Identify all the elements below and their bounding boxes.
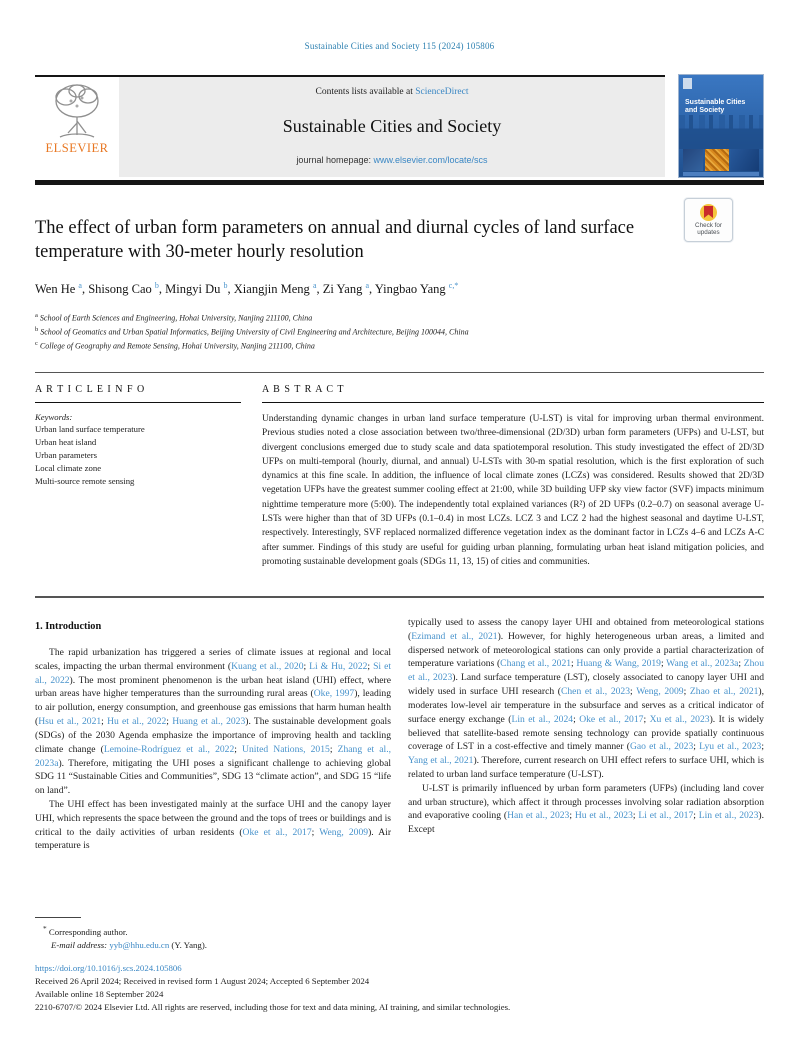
paragraph-text: ), moderates low-level air temperature in the subsurface and serves as a critical indicator of surface energy exchange ( <box>408 686 765 725</box>
citation-link[interactable]: United Nations, 2015 <box>242 743 330 755</box>
author[interactable]: Wen He $^a$ , <box>35 282 88 296</box>
paragraph-text: ; <box>738 658 744 670</box>
intro-paragraph <box>35 646 391 798</box>
cover-image-strip <box>683 149 759 171</box>
citation-link[interactable]: Gao et al., 2023 <box>629 741 694 753</box>
citation-link[interactable]: Lemoine-Rodríguez et al., 2022 <box>103 743 235 755</box>
check-for-updates-badge[interactable] <box>684 198 733 242</box>
elsevier-wordmark: ELSEVIER <box>45 141 109 155</box>
section-bottom-rule <box>35 596 764 598</box>
citation-link[interactable]: Chen et al., 2023 <box>560 686 631 698</box>
keywords-label: Keywords: <box>35 412 73 422</box>
citation-link[interactable]: Yang et al., 2021 <box>408 755 474 767</box>
paragraph-text: ). However, for highly heterogeneous urban areas, a limited and dispersed network of meteorological stations can only provide a partial characterization of temperature variations ( <box>408 630 764 670</box>
intro-paragraph <box>408 616 764 782</box>
article-info-heading: A R T I C L E I N F O <box>35 384 146 395</box>
email-suffix: (Y. Yang). <box>171 940 207 951</box>
abstract-heading: A B S T R A C T <box>262 384 345 395</box>
article-info-column <box>35 384 241 488</box>
author-affil-sup[interactable]: b <box>223 281 228 290</box>
paragraph-text: ; <box>367 660 374 672</box>
copyright-line: 2210-6707/© 2024 Elsevier Ltd. All rights are reserved, including those for text and data mining, AI training, and similar technologies. <box>35 1002 511 1012</box>
abstract-rule <box>262 402 764 403</box>
paragraph-text: ; <box>573 713 580 725</box>
journal-homepage-link[interactable]: www.elsevier.com/locate/scs <box>373 155 488 165</box>
cover-footer-band <box>683 172 759 176</box>
body-column-right <box>408 616 764 837</box>
citation-link[interactable]: Oke, 1997 <box>313 688 355 700</box>
body-column-left <box>35 646 391 853</box>
affiliation: $^b$ School of Geomatics and Urban Spatial Informatics, Beijing University of Civil Engineering and Architecture, Beijing 100044, China <box>35 326 469 337</box>
citation-link[interactable]: Lyu et al., 2023 <box>699 741 762 753</box>
abstract-column <box>262 384 764 569</box>
paragraph-text: ; <box>630 686 637 698</box>
cover-strip-image-3 <box>731 149 759 171</box>
cover-strip-image-2 <box>705 149 729 171</box>
author-list <box>35 281 735 297</box>
citation-link[interactable]: Li et al., 2017 <box>638 810 694 822</box>
footnote-line2 <box>51 939 395 952</box>
masthead-main <box>35 75 665 177</box>
paragraph-text: The UHI effect has been investigated mainly at the surface UHI and the canopy layer UHI, which represents the space between the ground and the tops of trees or buildings and is critical to the daily activities of urban residents ( <box>35 798 391 838</box>
keyword: Multi-source remote sensing <box>35 476 135 487</box>
citation-link[interactable]: Huang & Wang, 2019 <box>576 658 661 670</box>
sciencedirect-link[interactable]: ScienceDirect <box>415 87 469 97</box>
citation-link[interactable]: Kuang et al., 2020 <box>231 660 304 672</box>
available-online: Available online 18 September 2024 <box>35 989 164 999</box>
corresponding-author-footnote <box>35 924 395 952</box>
author-affil-sup[interactable]: a <box>312 281 317 290</box>
cover-skyline-art <box>679 115 763 149</box>
keyword: Urban heat island <box>35 437 97 448</box>
paragraph-text: ). Therefore, current research on UHI effect refers to surface UHI, which is related to urban land surface temperature (U-LST). <box>408 755 764 780</box>
paragraph-text: ; <box>311 826 320 838</box>
paragraph-text: ; <box>693 741 700 753</box>
paragraph-text: ; <box>234 743 243 755</box>
paragraph-text: U-LST is primarily influenced by urban form parameters (UFPs) (including land cover and urban structure), which affect it through processes involving solar radiation absorption and evaporative cooling ( <box>408 782 764 822</box>
paragraph-text: ; <box>303 660 310 672</box>
received-dates: Received 26 April 2024; Received in revised form 1 August 2024; Accepted 6 September 2024 <box>35 976 370 986</box>
citation-link[interactable]: Si et al., 2022 <box>35 660 391 686</box>
cover-publisher-mark <box>683 78 692 89</box>
masthead <box>35 75 764 177</box>
homepage-line <box>296 155 487 165</box>
footnote-marker: * <box>43 924 47 933</box>
paragraph-text: ). Land surface temperature (LST), closely associated to canopy layer UHI and widely used in surface UHI research ( <box>408 672 764 698</box>
elsevier-tree-icon <box>48 81 106 143</box>
section-top-rule <box>35 372 764 373</box>
citation-link[interactable]: Wang et al., 2023a <box>666 658 739 670</box>
citation-link[interactable]: Weng, 2009 <box>636 686 684 698</box>
citation-link[interactable]: Zhou et al., 2023 <box>408 658 764 684</box>
citation-link[interactable]: Hu et al., 2023 <box>574 810 633 822</box>
paragraph-text: ). Air temperature is <box>35 826 392 852</box>
article-info-rule <box>35 402 241 403</box>
paragraph-text: ; <box>693 810 699 822</box>
author-affil-sup[interactable]: c,* <box>448 281 459 290</box>
affiliation: $^c$ College of Geography and Remote Sensing, Hohai University, Nanjing 211100, China <box>35 340 315 351</box>
keyword: Urban land surface temperature <box>35 424 145 434</box>
author[interactable]: Xiangjin Meng $^a$ , <box>234 282 323 296</box>
paragraph-text: ; <box>166 716 173 728</box>
abstract-text: Understanding dynamic changes in urban land surface temperature (U-LST) is vital for improving urban thermal environment. Previous studies noted a close association between two/three-dimensional (2D/3D) urban form parameters (UFPs) and U-LST, but divergent conclusions emerged due to study scale and data spatiotemporal resolution. This study investigated the effect of 2D/3D UFPs on multi-temporal (hourly, diurnal, and annual) U-LSTs with 30-m spatial resolution, which is the first exploration of such dynamics at this fine scale. In addition, the influence of local climate zones (LCZs) was considered. Results showed that 2D/3D vegetation UFPs have the greatest summer cooling effect at 21:00, while 3D building UFP sky view factor (SVF) impacts minimum nighttime temperature more (5:00). The independently total explained variances (R²) of 2D UFPs (0.2–0.7) on seasonal average U-LSTs were higher than that of 3D UFPs (0.1–0.4) in most LCZs. LCZ 3 and LCZ 2 had the highest seasonal and daytime U-LST, respectively. Interestingly, SVF replaced normalized difference vegetation index as the dominant factor in LCZs 4–6 and LCZs A-C after summer. Findings of this study are useful for guiding urban planning, formulating urban heat island mitigation policies, and promoting sustainable development goals (SDGs 11, 13, 15) of cities and communities. <box>262 414 764 567</box>
email-link[interactable]: yyb@hhu.edu.cn <box>107 940 172 951</box>
paragraph-text: ), leading to air pollution, energy consumption, and greenhouse gas emissions that harm human health ( <box>35 688 392 728</box>
paragraph-text: ). Therefore, mitigating the UHI poses a significant challenge to achieving global SDG 11 “Sustainable Cities and Communities”, SDG 13 “climate action”, and SDG 15 “life on land”. <box>35 757 391 797</box>
affiliation-list <box>35 311 755 353</box>
citation-link[interactable]: Zhang et al., 2023a <box>35 743 391 769</box>
running-head-journal-ref: Sustainable Cities and Society 115 (2024) 105806 <box>304 41 495 51</box>
citation-link[interactable]: Ezimand et al., 2021 <box>411 630 498 642</box>
citation-link[interactable]: Han et al., 2023 <box>507 810 570 822</box>
contents-prefix: Contents lists available at <box>315 87 416 97</box>
paragraph-text: ; <box>643 713 650 725</box>
author-affil-sup[interactable]: b <box>154 281 159 290</box>
citation-link[interactable]: Zhao et al., 2021 <box>689 686 759 698</box>
paragraph-text: typically used to assess the canopy layer UHI and obtained from meteorological stations ( <box>408 617 764 642</box>
masthead-divider-bar <box>35 180 764 185</box>
keyword: Local climate zone <box>35 463 102 474</box>
citation-link[interactable]: Hsu et al., 2021 <box>38 716 102 728</box>
crossmark-icon <box>700 204 717 221</box>
paragraph-text: ; <box>329 743 338 755</box>
citation-link[interactable]: Oke et al., 2017 <box>242 826 312 838</box>
footnote-rule <box>35 917 81 918</box>
paragraph-text: ; <box>569 810 575 822</box>
citation-link[interactable]: Lin et al., 2023 <box>698 810 759 822</box>
author[interactable]: Mingyi Du $^b$ , <box>165 282 234 296</box>
citation-link[interactable]: Chang et al., 2021 <box>500 658 572 670</box>
paragraph-text: ; <box>683 686 690 698</box>
paragraph-text: ; <box>632 810 639 822</box>
citation-link[interactable]: Li & Hu, 2022 <box>309 660 368 672</box>
paragraph-text: ). The sustainable development goals (SDGs) of the 2030 Agenda emphasize the importance of improving health and tackling climate change ( <box>35 716 391 755</box>
check-badge-label: Check for updates <box>695 221 722 236</box>
contents-line <box>315 87 468 97</box>
author-affil-sup[interactable]: a <box>78 281 82 290</box>
introduction-heading: 1. Introduction <box>35 621 102 632</box>
citation-link[interactable]: Oke et al., 2017 <box>579 713 644 725</box>
paragraph-text: ). The most prominent phenomenon is the urban heat island (UHI) effect, where urban areas have higher temperatures than the surrounding rural areas ( <box>35 674 391 700</box>
citation-link[interactable]: Hu et al., 2022 <box>107 716 167 728</box>
citation-link[interactable]: Xu et al., 2023 <box>649 713 710 725</box>
intro-paragraph <box>408 782 764 837</box>
paragraph-text: The rapid urbanization has triggered a series of climate issues at regional and local scales, impacting the urban thermal environment ( <box>35 647 391 672</box>
citation-link[interactable]: Weng, 2009 <box>319 826 369 838</box>
email-label: E-mail address: <box>51 940 108 951</box>
author-affil-sup[interactable]: a <box>365 281 370 290</box>
cover-strip-image-1 <box>683 149 703 171</box>
paragraph-text: ; <box>101 716 108 728</box>
doi-link[interactable]: https://doi.org/10.1016/j.scs.2024.105806 <box>35 963 182 973</box>
keyword: Urban parameters <box>35 450 97 461</box>
masthead-center <box>119 77 665 177</box>
paragraph-text: ). Except <box>408 810 764 836</box>
homepage-prefix: journal homepage: <box>296 155 374 165</box>
paragraph-text: ; <box>660 658 667 670</box>
journal-title: Sustainable Cities and Society <box>282 115 502 136</box>
elsevier-logo[interactable] <box>35 77 119 177</box>
paragraph-text: ; <box>571 658 577 670</box>
footnote-line1: * Corresponding author. <box>43 924 128 937</box>
author[interactable]: Zi Yang $^a$ , <box>323 282 375 296</box>
intro-paragraph <box>35 798 391 853</box>
article-title: The effect of urban form parameters on annual and diurnal cycles of land surface temperature with 30-meter hourly resolution <box>35 218 635 263</box>
author[interactable]: Yingbao Yang $^{c,*}$ <box>374 281 459 297</box>
affiliation: $^a$ School of Earth Sciences and Engineering, Hohai University, Nanjing 211100, China <box>35 312 313 323</box>
citation-link[interactable]: Huang et al., 2023 <box>172 716 246 728</box>
paragraph-text: ). It is widely believed that satellite-based remote sensing technology can provide spatially continuous coverage of LST in a cost-effective and timely manner ( <box>408 713 764 753</box>
journal-cover-thumbnail[interactable] <box>678 74 764 178</box>
citation-link[interactable]: Lin et al., 2024 <box>511 713 574 725</box>
cover-title: Sustainable Cities and Society <box>685 99 746 115</box>
paragraph-text: ; <box>761 741 765 753</box>
author[interactable]: Shisong Cao $^b$ , <box>88 282 165 296</box>
